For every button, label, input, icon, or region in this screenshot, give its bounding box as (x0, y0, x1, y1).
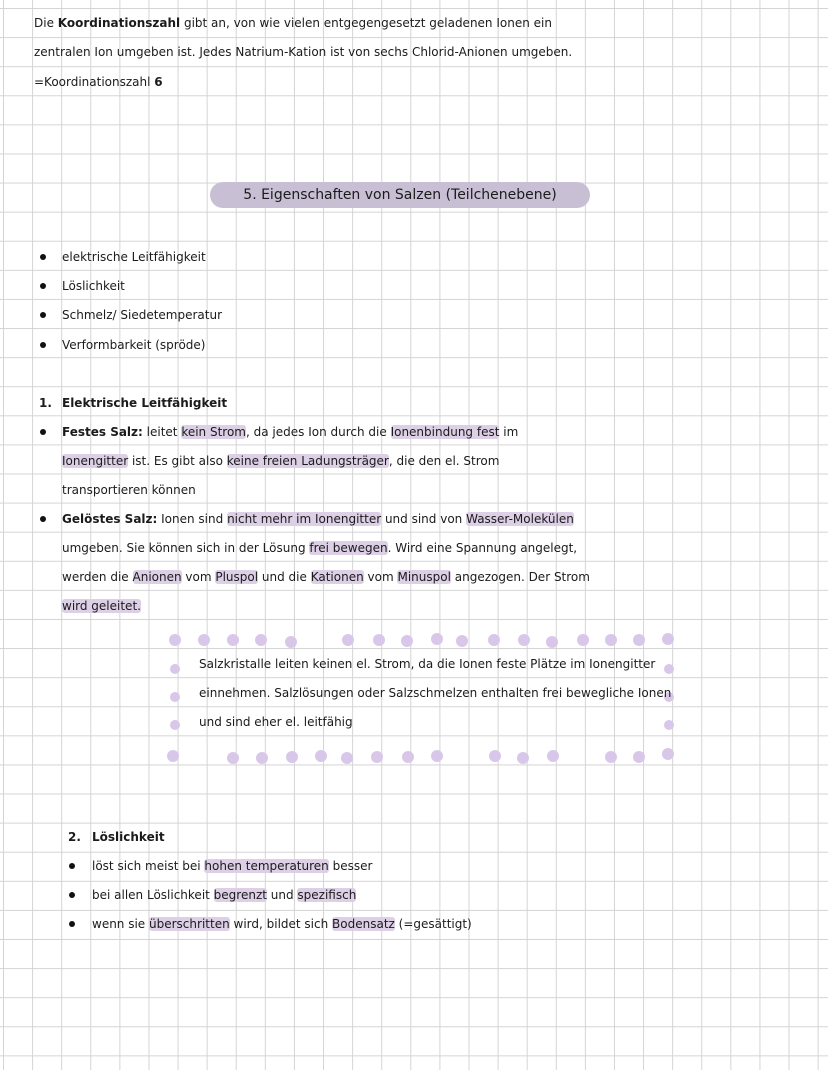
border-dot (227, 634, 239, 646)
border-dot (342, 634, 354, 646)
border-dot (605, 751, 617, 763)
border-dot (401, 635, 413, 647)
intro-line-3: =Koordinationszahl 6 (34, 75, 163, 89)
border-dot (577, 634, 589, 646)
border-dot (371, 751, 383, 763)
property-item: Schmelz/ Siedetemperatur (40, 307, 222, 323)
border-dot (285, 636, 297, 648)
summary-line-1: Salzkristalle leiten keinen el. Strom, da die Ionen feste Plätze im Ionengitter (199, 657, 656, 671)
border-dot (662, 748, 674, 760)
border-dot (456, 635, 468, 647)
border-dot (256, 752, 268, 764)
border-dot (402, 751, 414, 763)
property-item: elektrische Leitfähigkeit (40, 249, 206, 265)
border-dot (547, 750, 559, 762)
geloest-line-1: Gelöstes Salz: Ionen sind nicht mehr im Ionengitter und sind von Wasser-Molekülen (40, 511, 574, 527)
geloest-line-2: umgeben. Sie können sich in der Lösung frei bewegen. Wird eine Spannung angelegt, (62, 541, 578, 555)
geloest-line-3: werden die Anionen vom Pluspol und die Kationen vom Minuspol angezogen. Der Strom (62, 570, 590, 584)
border-dot (633, 751, 645, 763)
section-1-number: 1. (39, 396, 52, 410)
border-dot (169, 634, 181, 646)
border-dot (227, 752, 239, 764)
intro-line-2: zentralen Ion umgeben ist. Jedes Natrium-Kation ist von sechs Chlorid-Anionen umgeben. (34, 45, 573, 59)
border-dot (518, 634, 530, 646)
border-dot (664, 720, 674, 730)
border-dot (315, 750, 327, 762)
section-2-title: Löslichkeit (92, 830, 165, 844)
property-item: Verformbarkeit (spröde) (40, 337, 205, 353)
loeslichkeit-item-3: wenn sie überschritten wird, bildet sich Bodensatz (=gesättigt) (69, 916, 472, 932)
border-dot (198, 634, 210, 646)
loeslichkeit-item-2: bei allen Löslichkeit begrenzt und spezifisch (69, 887, 356, 903)
fest-line-2: Ionengitter ist. Es gibt also keine freien Ladungsträger, die den el. Strom (62, 454, 500, 468)
intro-line-1: Die Koordinationszahl gibt an, von wie vielen entgegengesetzt geladenen Ionen ein (34, 16, 552, 30)
border-dot (517, 752, 529, 764)
border-dot (605, 634, 617, 646)
summary-line-2: einnehmen. Salzlösungen oder Salzschmelzen enthalten frei bewegliche Ionen (199, 686, 672, 700)
fest-line-3: transportieren können (62, 483, 196, 497)
border-dot (662, 633, 674, 645)
border-dot (633, 634, 645, 646)
border-dot (546, 636, 558, 648)
border-dot (489, 750, 501, 762)
section-2-number: 2. (68, 830, 81, 844)
border-dot (170, 664, 180, 674)
fest-line-1: Festes Salz: leitet kein Strom, da jedes Ion durch die Ionenbindung fest im (40, 424, 518, 440)
property-item: Löslichkeit (40, 278, 125, 294)
border-dot (664, 664, 674, 674)
border-dot (255, 634, 267, 646)
border-dot (431, 633, 443, 645)
border-dot (170, 692, 180, 702)
border-dot (341, 752, 353, 764)
section-heading: 5. Eigenschaften von Salzen (Teilchenebene) (243, 187, 557, 203)
border-dot (431, 750, 443, 762)
term-koordinationszahl: Koordinationszahl (57, 16, 181, 30)
border-dot (286, 751, 298, 763)
summary-line-3: und sind eher el. leitfähig (199, 715, 353, 729)
border-dot (167, 750, 179, 762)
border-dot (170, 720, 180, 730)
border-dot (488, 634, 500, 646)
section-1-title: Elektrische Leitfähigkeit (62, 396, 228, 410)
border-dot (373, 634, 385, 646)
loeslichkeit-item-1: löst sich meist bei hohen temperaturen besser (69, 858, 372, 874)
geloest-line-4: wird geleitet. (62, 599, 141, 613)
